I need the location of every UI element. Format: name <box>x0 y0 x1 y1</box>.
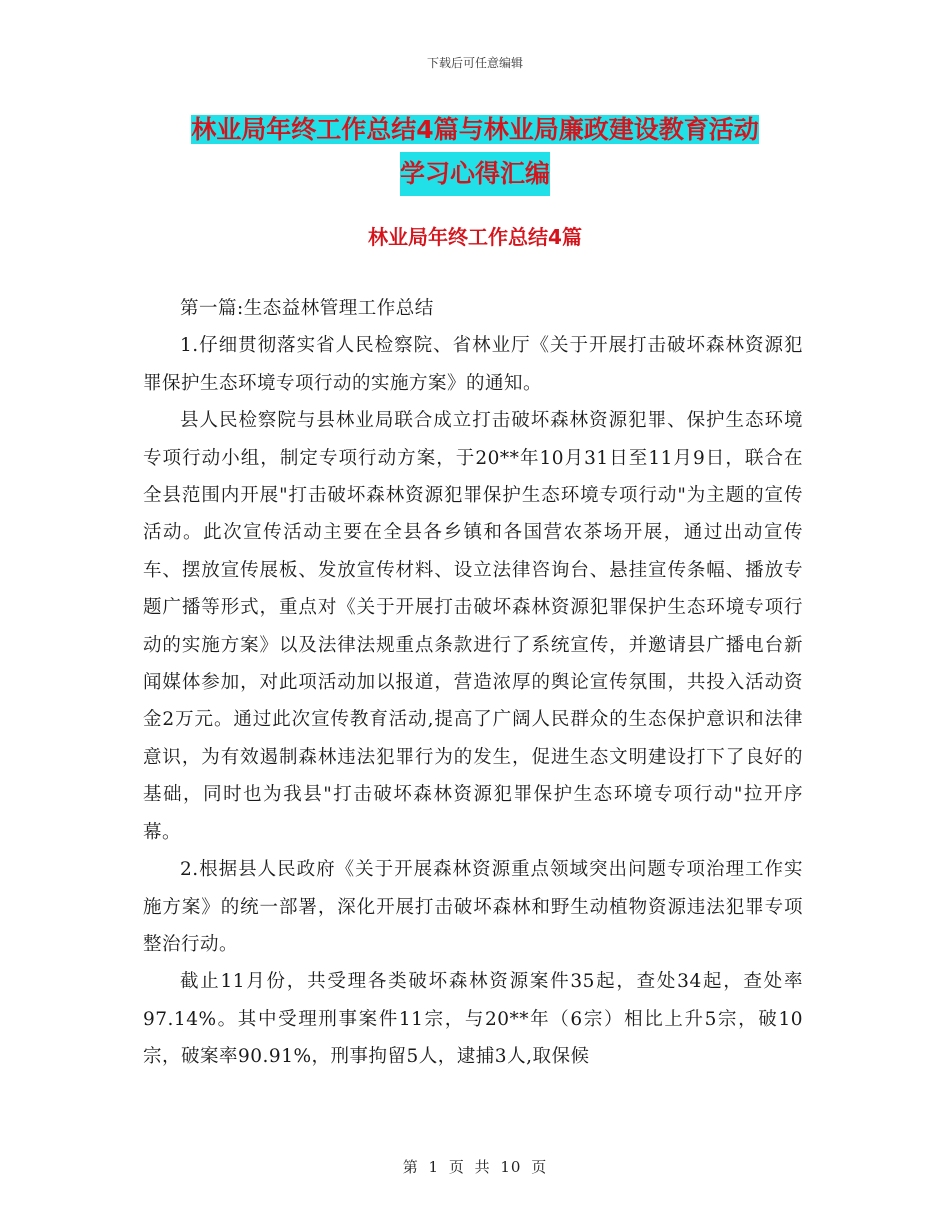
section-title: 林业局年终工作总结4篇 <box>368 225 582 249</box>
paragraph: 1.仔细贯彻落实省人民检察院、省林业厅《关于开展打击破坏森林资源犯罪保护生态环境专项行动的实施方案》的通知。 <box>143 335 803 394</box>
document-title-line-2: 学习心得汇编 <box>400 152 550 196</box>
document-title-line-1: 林业局年终工作总结4篇与林业局廉政建设教育活动 <box>191 115 759 144</box>
header-note: 下载后可任意编辑 <box>426 56 523 70</box>
paragraph-chapter-heading: 第一篇:生态益林管理工作总结 <box>180 298 434 319</box>
body-text <box>143 290 803 1076</box>
paragraph: 2.根据县人民政府《关于开展森林资源重点领域突出问题专项治理工作实施方案》的统一部署，深化开展打击破坏森林和野生动植物资源违法犯罪专项整治行动。 <box>143 859 803 955</box>
page-footer: 第 1 页 共 10 页 <box>402 1158 548 1176</box>
document-title <box>0 108 950 196</box>
paragraph: 截止11月份，共受理各类破坏森林资源案件35起，查处34起，查处率97.14%。其中受理刑事案件11宗，与20**年（6宗）相比上升5宗，破10宗，破案率90.91%，刑事拘留5人，逮捕3人,取保候 <box>143 971 803 1068</box>
paragraph: 县人民检察院与县林业局联合成立打击破坏森林资源犯罪、保护生态环境专项行动小组，制定专项行动方案，于20**年10月31日至11月9日，联合在全县范围内开展"打击破坏森林资源犯罪保护生态环境专项行动"为主题的宣传活动。此次宣传活动主要在全县各乡镇和各国营农茶场开展，通过出动宣传车、摆放宣传展板、发放宣传材料、设立法律咨询台、悬挂宣传条幅、播放专题广播等形式，重点对《关于开展打击破坏森林资源犯罪保护生态环境专项行动的实施方案》以及法律法规重点条款进行了系统宣传，并邀请县广播电台新闻媒体参加，对此项活动加以报道，营造浓厚的舆论宣传氛围，共投入活动资金2万元。通过此次宣传教育活动,提高了广阔人民群众的生态保护意识和法律意识，为有效遏制森林违法犯罪行为的发生，促进生态文明建设打下了良好的基础，同时也为我县"打击破坏森林资源犯罪保护生态环境专项行动"拉开序幕。 <box>143 410 803 843</box>
